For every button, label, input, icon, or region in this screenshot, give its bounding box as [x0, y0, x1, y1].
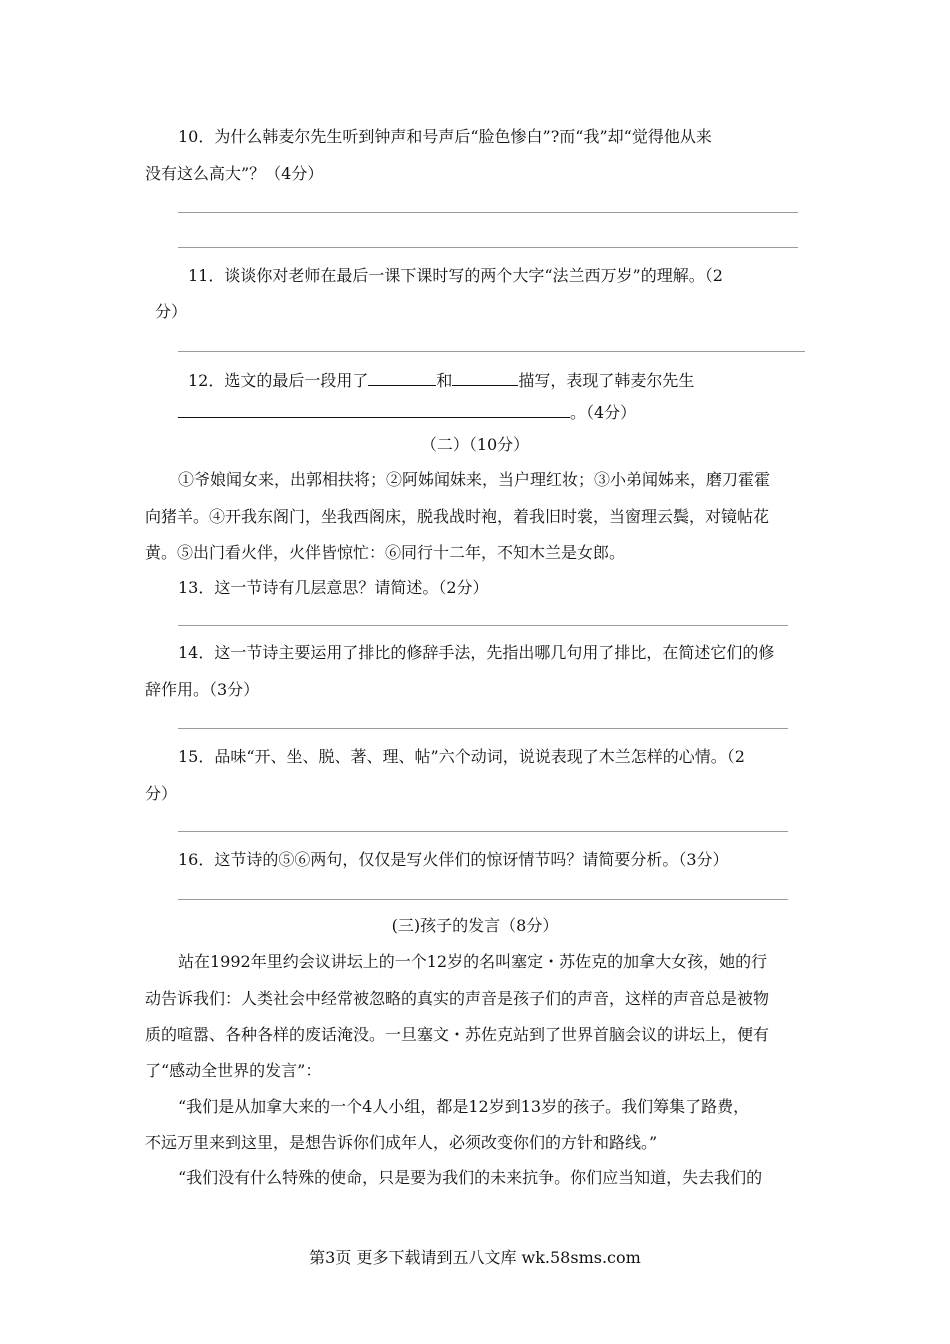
article-paragraph-line-3: 质的喧嚣、各种各样的废话淹没。一旦塞文・苏佐克站到了世界首脑会议的讲坛上，便有 [145, 1025, 770, 1044]
question-16: 16．这节诗的⑤⑥两句，仅仅是写火伴们的惊讶情节吗？请简要分析。（3分） [178, 850, 729, 869]
question-14-line-1: 14．这一节诗主要运用了排比的修辞手法，先指出哪几句用了排比，在简述它们的修 [178, 643, 775, 662]
question-12-text-b: 和 [436, 371, 453, 390]
question-14-line-2: 辞作用。（3分） [145, 680, 260, 699]
article-quote-line-2: 不远万里来到这里，是想告诉你们成年人，必须改变你们的方针和路线。” [145, 1133, 658, 1152]
answer-line [178, 899, 788, 900]
question-12-text-a: 12．选文的最后一段用了 [188, 371, 369, 390]
question-15-line-2: 分） [145, 784, 178, 803]
question-13: 13．这一节诗有几层意思？请简述。（2分） [178, 578, 489, 597]
question-10-line-2: 没有这么高大”？（4分） [145, 164, 324, 183]
fill-blank [178, 403, 570, 418]
question-12-line-2 [178, 403, 636, 421]
poem-passage-line-1: ①爷娘闻女来，出郭相扶将；②阿姊闻妹来，当户理红妆；③小弟闻姊来，磨刀霍霍 [178, 470, 771, 489]
question-11-line-1: 11．谈谈你对老师在最后一课下课时写的两个大字“法兰西万岁”的理解。（2 [188, 266, 723, 285]
answer-line [178, 351, 805, 352]
article-quote-line-1: “我们是从加拿大来的一个4人小组，都是12岁到13岁的孩子。我们筹集了路费， [178, 1097, 750, 1116]
answer-line [178, 212, 798, 213]
fill-blank [368, 371, 436, 386]
section-3-heading: (三)孩子的发言（8分） [391, 916, 559, 935]
fill-blank [452, 371, 518, 386]
question-12-text-d: 。（4分） [570, 403, 637, 422]
poem-passage-line-3: 黄。⑤出门看火伴，火伴皆惊忙：⑥同行十二年，不知木兰是女郎。 [145, 543, 626, 562]
article-paragraph-line-2: 动告诉我们：人类社会中经常被忽略的真实的声音是孩子们的声音，这样的声音总是被物 [145, 989, 770, 1008]
article-paragraph-line-1: 站在1992年里约会议讲坛上的一个12岁的名叫塞定・苏佐克的加拿大女孩，她的行 [178, 952, 768, 971]
question-11-line-2: 分） [155, 302, 188, 321]
answer-line [178, 625, 788, 626]
poem-passage-line-2: 向猪羊。④开我东阁门，坐我西阁床，脱我战时袍，着我旧时裳，当窗理云鬓，对镜帖花 [145, 507, 770, 526]
section-2-heading: （二）（10分） [420, 435, 530, 454]
answer-line [178, 247, 798, 248]
question-10-line-1: 10．为什么韩麦尔先生听到钟声和号声后“脸色惨白”?而“我”却“觉得他从来 [178, 127, 712, 146]
answer-line [178, 831, 788, 832]
article-quote-line-3: “我们没有什么特殊的使命，只是要为我们的未来抗争。你们应当知道，失去我们的 [178, 1168, 763, 1187]
page-footer: 第3页 更多下载请到五八文库 wk.58sms.com [309, 1248, 641, 1267]
answer-line [178, 728, 788, 729]
article-paragraph-line-4: 了“感动全世界的发言”： [145, 1061, 322, 1080]
question-12-line-1 [188, 371, 694, 389]
question-12-text-c: 描写，表现了韩麦尔先生 [518, 371, 695, 390]
question-15-line-1: 15．品味“开、坐、脱、著、理、帖”六个动词，说说表现了木兰怎样的心情。（2 [178, 747, 745, 766]
